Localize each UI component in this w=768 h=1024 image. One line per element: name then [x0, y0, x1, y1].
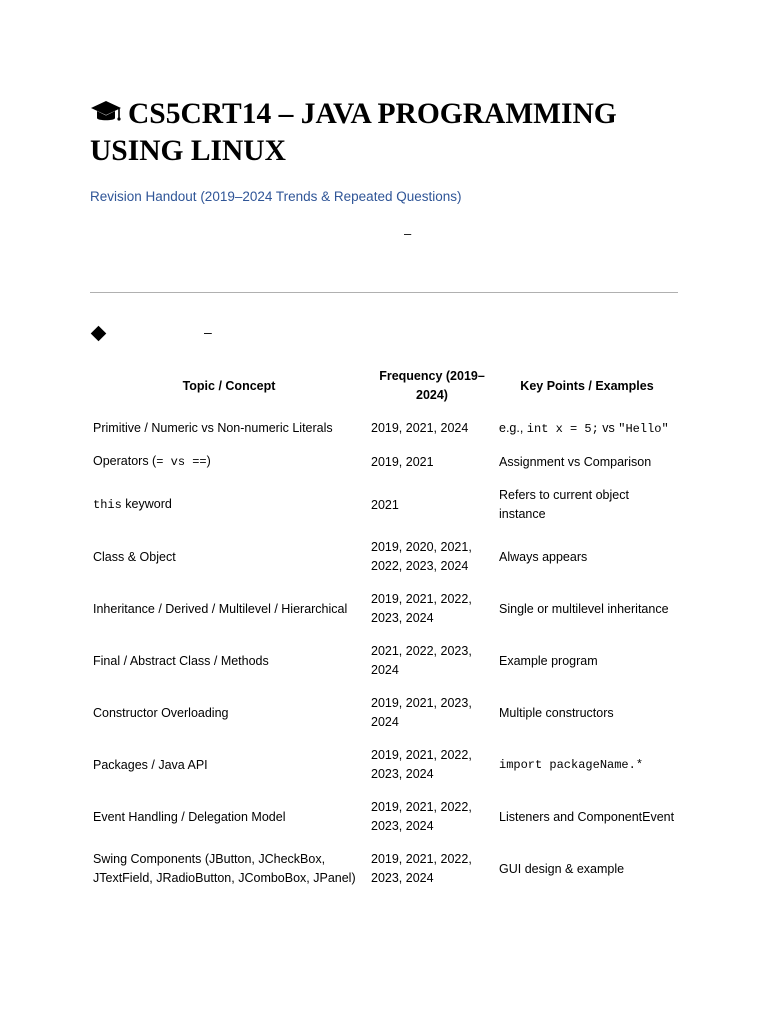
header-frequency: Frequency (2019–2024): [379, 369, 485, 402]
topic-cell: [90, 479, 368, 531]
table-row: [90, 791, 678, 843]
header-topic: Topic / Concept: [182, 378, 276, 393]
frequency-cell: 2019, 2021, 2024: [371, 421, 469, 435]
table-row: [90, 479, 678, 531]
topic-cell: Primitive / Numeric vs Non-numeric Literals: [93, 421, 333, 435]
key-points-cell: Refers to current object instance: [499, 488, 629, 521]
key-points-cell: [496, 739, 678, 791]
key-points-cell: Single or multilevel inheritance: [499, 601, 669, 616]
key-points-cell: Listeners and ComponentEvent: [499, 809, 675, 824]
page-title-text: CS5CRT14 – JAVA PROGRAMMING USING LINUX: [90, 98, 617, 167]
topic-cell: Packages / Java API: [93, 757, 208, 772]
topic-code: this: [93, 498, 122, 512]
table-row: [90, 583, 678, 635]
table-row: [90, 412, 678, 445]
table-row: [90, 531, 678, 583]
key-code: import packageName.*: [499, 758, 644, 772]
topic-text: keyword: [121, 497, 172, 511]
topic-text: Operators (: [93, 454, 157, 468]
topics-table: [90, 360, 678, 895]
key-points-cell: Assignment vs Comparison: [499, 454, 652, 469]
key-points-cell: Always appears: [499, 549, 588, 564]
frequency-cell: 2019, 2021, 2022, 2023, 2024: [371, 852, 472, 885]
key-points-cell: [496, 412, 678, 445]
topic-cell: Inheritance / Derived / Multilevel / Hierarchical: [93, 601, 348, 616]
key-code: "Hello": [618, 421, 669, 436]
key-points-cell: Example program: [499, 653, 598, 668]
frequency-cell: 2019, 2021: [371, 454, 434, 469]
horizontal-rule: [90, 292, 678, 293]
topic-code: = vs ==: [156, 455, 207, 469]
key-text: e.g.,: [499, 420, 527, 435]
topic-cell: Class & Object: [93, 549, 176, 564]
frequency-cell: 2019, 2021, 2022, 2023, 2024: [371, 592, 472, 625]
table-row: [90, 739, 678, 791]
topic-text: ): [206, 454, 211, 468]
topic-cell: Final / Abstract Class / Methods: [93, 653, 269, 668]
diamond-bullet-icon: [91, 326, 107, 342]
frequency-cell: 2019, 2020, 2021, 2022, 2023, 2024: [371, 540, 472, 573]
graduation-cap-icon: [90, 99, 122, 125]
key-points-cell: GUI design & example: [499, 861, 625, 876]
key-code: int x = 5;: [526, 421, 599, 436]
page-subtitle: Revision Handout (2019–2024 Trends & Repeated Questions): [90, 189, 462, 204]
topic-cell: [90, 445, 368, 479]
table-row: [90, 687, 678, 739]
frequency-cell: 2021: [371, 497, 399, 512]
frequency-cell: 2019, 2021, 2022, 2023, 2024: [371, 748, 472, 781]
table-row: [90, 445, 678, 479]
page-title: [90, 96, 678, 170]
key-points-cell: Multiple constructors: [499, 705, 614, 720]
table-header-row: [90, 360, 678, 412]
key-text: vs: [598, 420, 619, 435]
topic-cell: Swing Components (JButton, JCheckBox, JTextField, JRadioButton, JComboBox, JPanel): [93, 852, 356, 885]
topic-cell: Event Handling / Delegation Model: [93, 809, 286, 824]
table-row: [90, 843, 678, 895]
center-dash: –: [404, 226, 412, 241]
table-row: [90, 635, 678, 687]
section-dash: –: [204, 324, 212, 340]
frequency-cell: 2021, 2022, 2023, 2024: [371, 644, 472, 677]
frequency-cell: 2019, 2021, 2023, 2024: [371, 696, 472, 729]
topic-cell: Constructor Overloading: [93, 705, 229, 720]
frequency-cell: 2019, 2021, 2022, 2023, 2024: [371, 800, 472, 833]
header-key-points: Key Points / Examples: [520, 378, 654, 393]
